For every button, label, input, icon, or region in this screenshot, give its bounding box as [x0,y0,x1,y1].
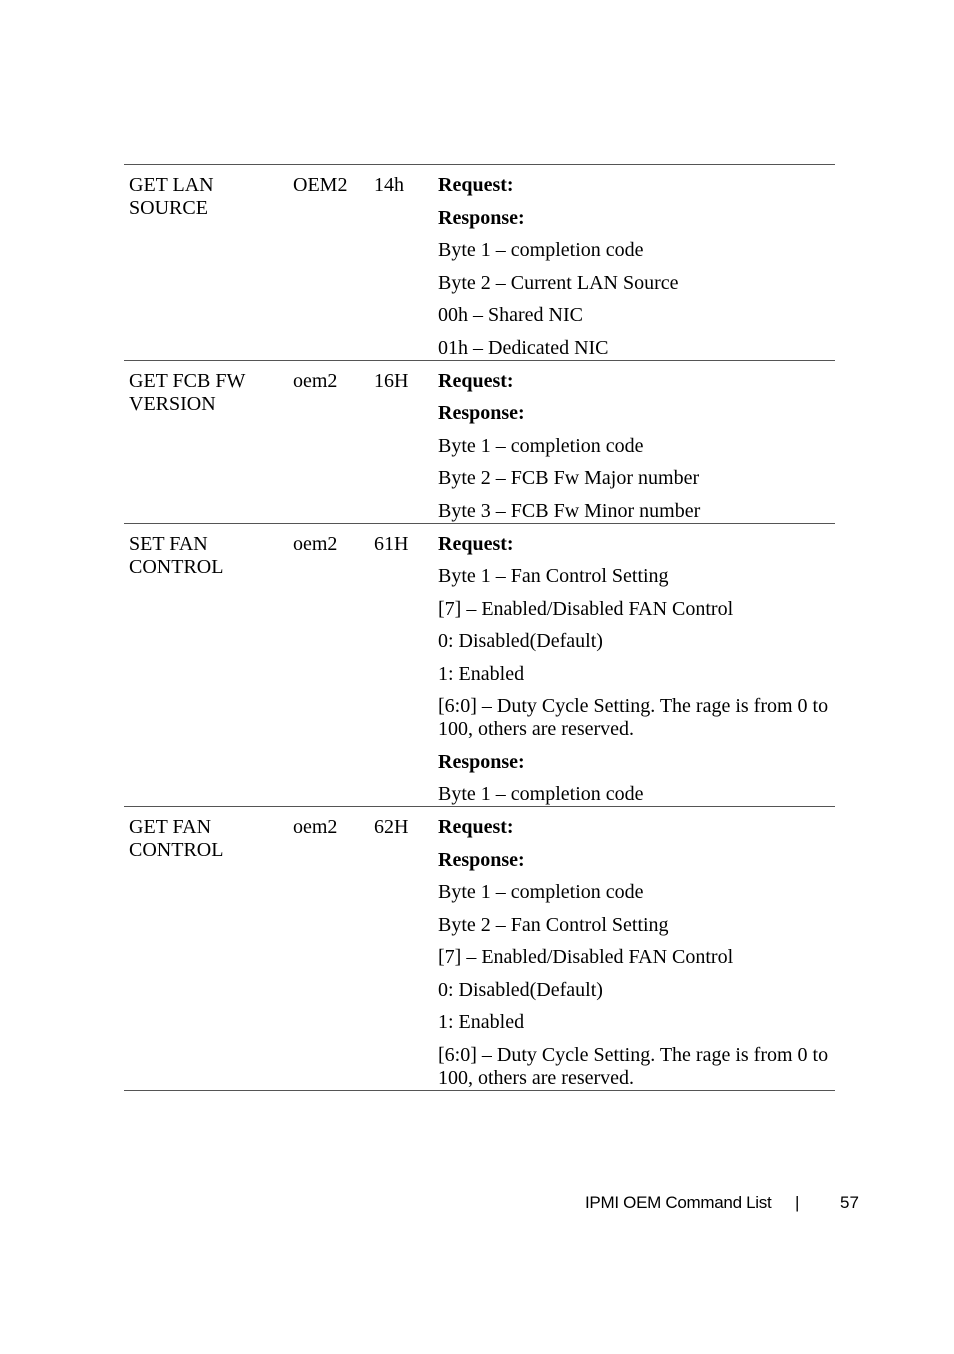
description-line: Byte 1 – completion code [438,783,644,805]
description-heading: Response: [438,206,525,229]
command-netfn: oem2 [293,532,338,555]
description-line: [7] – Enabled/Disabled FAN Control [438,597,734,620]
description-line: [6:0] – Duty Cycle Setting. The rage is from 0 to 100, others are reserved. [438,695,829,740]
command-row [124,165,835,361]
description-heading: Response: [438,848,525,871]
description-line: 0: Disabled(Default) [438,978,603,1001]
command-netfn: oem2 [293,369,338,392]
description-line: Byte 2 – Current LAN Source [438,271,679,294]
page-footer [0,1193,954,1217]
command-description [438,165,835,360]
command-netfn: OEM2 [293,174,348,196]
command-name: GET FCB FW VERSION [129,369,245,415]
description-heading: Response: [438,750,525,773]
description-line: 1: Enabled [438,1011,525,1033]
command-code: 14h [374,174,404,196]
description-heading: Request: [438,816,514,838]
command-code: 16H [374,369,409,392]
command-row [124,807,835,1091]
description-line: 1: Enabled [438,662,525,685]
command-name: SET FAN CONTROL [129,532,224,578]
command-code: 61H [374,532,409,555]
command-table [124,164,835,1091]
description-line: Byte 1 – completion code [438,881,644,903]
description-heading: Response: [438,402,525,424]
description-line: Byte 2 – FCB Fw Major number [438,467,700,489]
description-line: Byte 1 – Fan Control Setting [438,565,669,587]
footer-title: IPMI OEM Command List [585,1193,772,1212]
command-description [438,361,835,523]
description-line: Byte 1 – completion code [438,434,644,457]
command-netfn: oem2 [293,816,338,838]
description-line: 01h – Dedicated NIC [438,336,609,359]
page-number: 57 [840,1193,859,1212]
description-line: 00h – Shared NIC [438,304,583,326]
description-line: [6:0] – Duty Cycle Setting. The rage is from 0 to 100, others are reserved. [438,1043,829,1089]
description-heading: Request: [438,532,514,555]
command-name: GET FAN CONTROL [129,816,224,861]
footer-separator: | [795,1193,800,1212]
command-description [438,807,835,1090]
description-line: 0: Disabled(Default) [438,630,603,652]
description-line: Byte 1 – completion code [438,239,644,261]
description-line: [7] – Enabled/Disabled FAN Control [438,946,734,968]
description-heading: Request: [438,369,514,392]
description-heading: Request: [438,174,514,196]
command-row [124,361,835,524]
command-code: 62H [374,816,409,838]
description-line: Byte 2 – Fan Control Setting [438,913,669,936]
command-row [124,524,835,808]
description-line: Byte 3 – FCB Fw Minor number [438,499,701,522]
command-description [438,524,835,807]
command-name: GET LAN SOURCE [129,174,214,219]
